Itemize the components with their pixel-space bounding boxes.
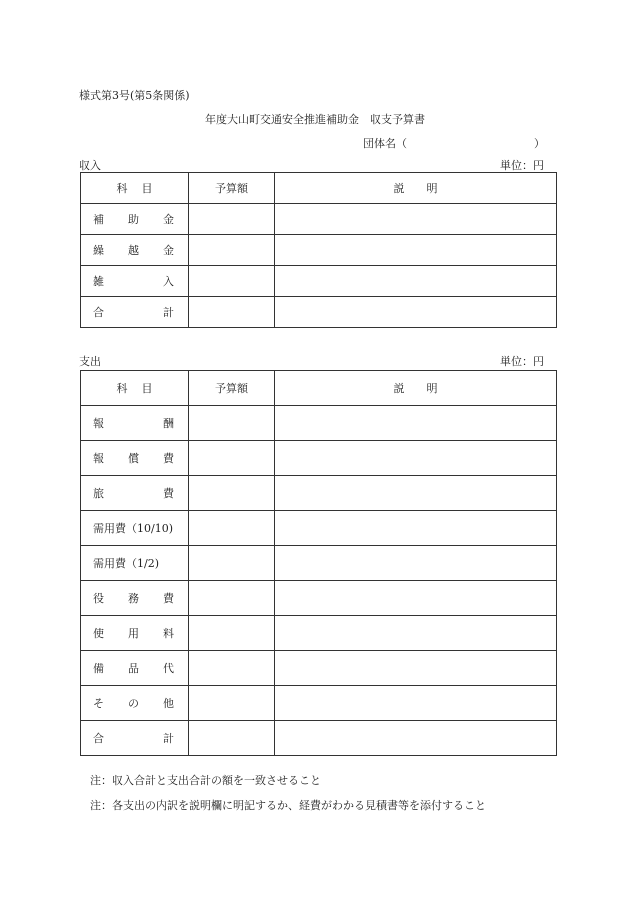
subject-char: そ (93, 697, 104, 710)
subject-char: 用 (128, 627, 139, 640)
subject-header: 科 目 (81, 371, 189, 406)
subject-cell (81, 476, 189, 511)
description-cell[interactable] (275, 235, 557, 266)
table-row (81, 651, 557, 686)
description-cell[interactable] (275, 297, 557, 328)
subject-char: 費 (163, 487, 174, 500)
description-header: 説 明 (275, 173, 557, 204)
subject-char: 報 (93, 452, 104, 465)
income-unit-label: 単位：円 (500, 159, 544, 172)
subject-char: 計 (163, 306, 174, 319)
budget-amount-cell[interactable] (189, 546, 275, 581)
budget-amount-cell[interactable] (189, 651, 275, 686)
table-row (81, 616, 557, 651)
subject-char: 合 (93, 732, 104, 745)
table-row (81, 581, 557, 616)
table-row (81, 406, 557, 441)
subject-char: 需用費（1/2) (93, 557, 159, 570)
table-row (81, 441, 557, 476)
budget-amount-cell[interactable] (189, 441, 275, 476)
description-cell[interactable] (275, 581, 557, 616)
organization-close-paren: ） (534, 137, 545, 150)
expense-unit-label: 単位：円 (500, 355, 544, 368)
table-row (81, 235, 557, 266)
subject-char: 費 (163, 452, 174, 465)
description-cell[interactable] (275, 266, 557, 297)
subject-char: 金 (163, 244, 174, 257)
income-header-row (81, 173, 557, 204)
subject-char: 酬 (163, 417, 174, 430)
table-row (81, 721, 557, 756)
budget-amount-cell[interactable] (189, 686, 275, 721)
budget-amount-cell[interactable] (189, 266, 275, 297)
budget-amount-cell[interactable] (189, 511, 275, 546)
subject-char: 役 (93, 592, 104, 605)
description-cell[interactable] (275, 616, 557, 651)
expense-header-row (81, 371, 557, 406)
organization-label: 団体名（ (363, 137, 407, 150)
subject-cell (81, 406, 189, 441)
subject-char: 越 (128, 244, 139, 257)
budget-amount-cell[interactable] (189, 297, 275, 328)
description-cell[interactable] (275, 441, 557, 476)
subject-char: の (128, 697, 139, 710)
subject-char: 繰 (93, 244, 104, 257)
description-cell[interactable] (275, 406, 557, 441)
subject-cell (81, 616, 189, 651)
subject-cell (81, 721, 189, 756)
subject-char: 料 (163, 627, 174, 640)
table-row (81, 266, 557, 297)
table-row (81, 686, 557, 721)
subject-char: 旅 (93, 487, 104, 500)
subject-cell (81, 204, 189, 235)
description-cell[interactable] (275, 686, 557, 721)
description-cell[interactable] (275, 721, 557, 756)
subject-cell (81, 581, 189, 616)
subject-cell (81, 546, 189, 581)
budget-amount-cell[interactable] (189, 204, 275, 235)
subject-char: 報 (93, 417, 104, 430)
subject-char: 備 (93, 662, 104, 675)
budget-amount-cell[interactable] (189, 616, 275, 651)
budget-amount-cell[interactable] (189, 581, 275, 616)
subject-char: 他 (163, 697, 174, 710)
subject-char: 雑 (93, 275, 104, 288)
budget-amount-cell[interactable] (189, 476, 275, 511)
subject-cell (81, 266, 189, 297)
budget-amount-cell[interactable] (189, 721, 275, 756)
document-title: 年度大山町交通安全推進補助金 収支予算書 (205, 113, 425, 126)
subject-char: 合 (93, 306, 104, 319)
subject-char: 使 (93, 627, 104, 640)
table-row (81, 297, 557, 328)
table-row (81, 476, 557, 511)
note-1: 注：収入合計と支出合計の額を一致させること (90, 774, 321, 787)
description-cell[interactable] (275, 651, 557, 686)
subject-char: 金 (163, 213, 174, 226)
subject-cell (81, 686, 189, 721)
expense-section-label: 支出 (79, 355, 101, 368)
income-table (80, 172, 557, 328)
description-cell[interactable] (275, 476, 557, 511)
subject-cell (81, 235, 189, 266)
description-cell[interactable] (275, 511, 557, 546)
subject-char: 需用費（10/10) (93, 522, 173, 535)
budget-header: 予算額 (189, 371, 275, 406)
budget-header: 予算額 (189, 173, 275, 204)
subject-char: 償 (128, 452, 139, 465)
table-row (81, 546, 557, 581)
expense-table (80, 370, 557, 756)
subject-char: 代 (163, 662, 174, 675)
description-cell[interactable] (275, 204, 557, 235)
table-row (81, 204, 557, 235)
subject-header: 科 目 (81, 173, 189, 204)
income-section-label: 収入 (79, 159, 101, 172)
subject-char: 品 (128, 662, 139, 675)
subject-cell (81, 511, 189, 546)
budget-amount-cell[interactable] (189, 235, 275, 266)
table-row (81, 511, 557, 546)
subject-char: 務 (128, 592, 139, 605)
subject-cell (81, 297, 189, 328)
organization-name-field (363, 135, 545, 151)
subject-char: 計 (163, 732, 174, 745)
subject-char: 補 (93, 213, 104, 226)
note-2: 注：各支出の内訳を説明欄に明記するか、経費がわかる見積書等を添付すること (90, 799, 486, 812)
subject-char: 費 (163, 592, 174, 605)
subject-cell (81, 441, 189, 476)
form-number: 様式第3号(第5条関係) (79, 89, 190, 102)
subject-char: 入 (163, 275, 174, 288)
subject-char: 助 (128, 213, 139, 226)
description-cell[interactable] (275, 546, 557, 581)
budget-amount-cell[interactable] (189, 406, 275, 441)
subject-cell (81, 651, 189, 686)
description-header: 説 明 (275, 371, 557, 406)
